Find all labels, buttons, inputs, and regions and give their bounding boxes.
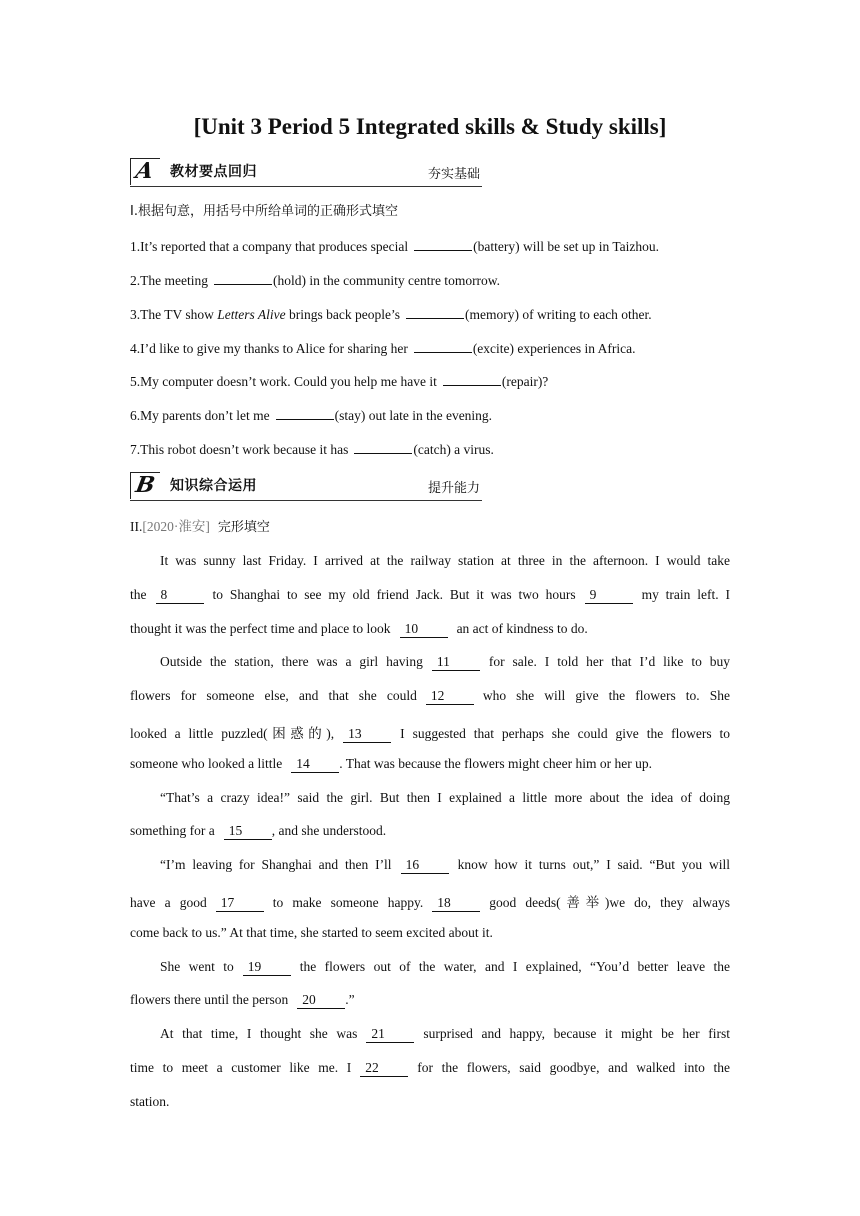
passage-line: Outside the station, there was a girl having 11 for sale. I told her that I’d like to buy <box>160 654 730 669</box>
item-text: 6.My parents don’t let me <box>130 408 270 423</box>
item-text: 4.I’d like to give my thanks to Alice for sharing her <box>130 341 408 356</box>
passage-line: It was sunny last Friday. I arrived at the railway station at three in the afternoon. I would take <box>160 553 730 568</box>
part1-heading: I.根据句意，用括号中所给单词的正确形式填空 <box>130 204 398 219</box>
passage-line: thought it was the perfect time and place to look 10 an act of kindness to do. <box>130 621 588 636</box>
part2-title: 完形填空 <box>217 520 270 535</box>
answer-blank[interactable] <box>414 339 472 353</box>
section-b-badge <box>130 472 160 499</box>
section-b-title: 知识综合运用 <box>170 478 257 494</box>
section-a-badge <box>130 158 160 185</box>
passage-line: something for a 15 , and she understood. <box>130 823 387 838</box>
item-text: brings back people’s <box>285 307 400 322</box>
blank-20[interactable]: 20 <box>297 992 345 1009</box>
passage-line: “I’m leaving for Shanghai and then I’ll 16 know how it turns out,” I said. “But you will <box>160 857 730 872</box>
blank-13[interactable]: 13 <box>343 726 391 743</box>
exercise-item-6 <box>130 406 730 425</box>
passage-line: the 8 to Shanghai to see my old friend Jack. But it was two hours 9 my train left. I <box>130 587 730 602</box>
passage-line: station. <box>130 1094 170 1109</box>
blank-17[interactable]: 17 <box>216 895 264 912</box>
exercise-item-1 <box>130 237 730 256</box>
answer-blank[interactable] <box>406 305 464 319</box>
blank-8[interactable]: 8 <box>156 587 204 604</box>
exercise-item-7 <box>130 440 730 459</box>
section-a-subtitle: 夯实基础 <box>427 167 480 182</box>
blank-9[interactable]: 9 <box>585 587 633 604</box>
answer-blank[interactable] <box>443 372 501 386</box>
item-hint: (memory) of writing to each other. <box>464 307 652 322</box>
page-title: [Unit 3 Period 5 Integrated skills & Study skills] <box>193 114 667 139</box>
passage-line: someone who looked a little 14 . That was because the flowers might cheer him or her up. <box>130 756 652 771</box>
blank-19[interactable]: 19 <box>243 959 291 976</box>
answer-blank[interactable] <box>214 271 272 285</box>
blank-22[interactable]: 22 <box>360 1060 408 1077</box>
passage-line: come back to us.” At that time, she started to seem excited about it. <box>130 925 493 940</box>
passage-line: looked a little puzzled(困惑的), 13 I suggested that perhaps she could give the flowers to <box>130 726 730 741</box>
item-hint: (hold) in the community centre tomorrow. <box>272 273 501 288</box>
part2-source: [2020·淮安] <box>142 519 210 534</box>
part2-heading <box>130 518 730 537</box>
section-a-title: 教材要点回归 <box>170 164 257 180</box>
blank-21[interactable]: 21 <box>366 1026 414 1043</box>
exercise-item-5 <box>130 372 730 391</box>
passage-line: time to meet a customer like me. I 22 for the flowers, said goodbye, and walked into the <box>130 1060 730 1075</box>
section-a-banner <box>130 158 482 187</box>
passage-line: have a good 17 to make someone happy. 18 good deeds(善举)we do, they always <box>130 895 730 910</box>
blank-10[interactable]: 10 <box>400 621 448 638</box>
exercise-item-2 <box>130 271 730 290</box>
part2-number: II. <box>130 519 143 534</box>
item-text: 2.The meeting <box>130 273 208 288</box>
section-a-letter: A <box>133 158 156 184</box>
section-b-banner <box>130 472 482 501</box>
show-title: Letters Alive <box>217 307 286 322</box>
item-hint: (battery) will be set up in Taizhou. <box>473 239 660 254</box>
blank-16[interactable]: 16 <box>401 857 449 874</box>
item-text: 3.The TV show <box>130 307 218 322</box>
section-b-subtitle: 提升能力 <box>427 481 480 496</box>
exercise-item-3 <box>130 305 730 324</box>
passage-line: flowers there until the person 20 .” <box>130 992 355 1007</box>
item-text: 7.This robot doesn’t work because it has <box>130 442 349 457</box>
answer-blank[interactable] <box>414 237 472 251</box>
exercise-item-4 <box>130 339 730 358</box>
section-b-letter: B <box>133 472 157 498</box>
passage-line: At that time, I thought she was 21 surprised and happy, because it might be her first <box>160 1026 730 1041</box>
blank-14[interactable]: 14 <box>291 756 339 773</box>
item-hint: (catch) a virus. <box>413 442 494 457</box>
answer-blank[interactable] <box>276 406 334 420</box>
passage-line: “That’s a crazy idea!” said the girl. But then I explained a little more about the idea of doing <box>160 790 730 805</box>
item-hint: (repair)? <box>501 374 549 389</box>
passage-line: She went to 19 the flowers out of the water, and I explained, “You’d better leave the <box>160 959 730 974</box>
item-text: 1.It’s reported that a company that produces special <box>130 239 409 254</box>
answer-blank[interactable] <box>354 440 412 454</box>
blank-11[interactable]: 11 <box>432 654 480 671</box>
item-hint: (stay) out late in the evening. <box>334 408 493 423</box>
blank-12[interactable]: 12 <box>426 688 474 705</box>
item-text: 5.My computer doesn’t work. Could you help me have it <box>130 374 437 389</box>
blank-15[interactable]: 15 <box>224 823 272 840</box>
passage-line: flowers for someone else, and that she could 12 who she will give the flowers to. She <box>130 688 730 703</box>
blank-18[interactable]: 18 <box>432 895 480 912</box>
item-hint: (excite) experiences in Africa. <box>472 341 636 356</box>
